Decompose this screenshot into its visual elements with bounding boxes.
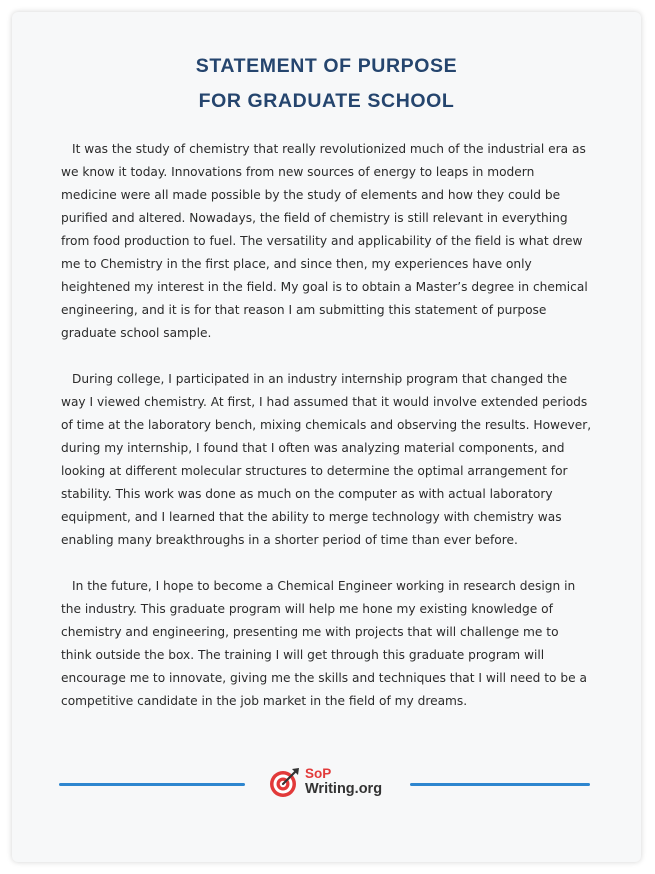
paragraph-1: It was the study of chemistry that really revolutionized much of the industrial era as we know it today. Innovations from new sources of energy to leaps in modern medicine were all made possible by the study of elements and how they could be purified and altered. Nowadays, the field of chemistry is still relevant in everything from food production to fuel. The versatility and applicability of the field is what drew me to Chemistry in the first place, and since then, my experiences have only heightened my interest in the field. My goal is to obtain a Master’s degree in chemical engineering, and it is for that reason I am submitting this statement of purpose graduate school sample. bbox=[61, 142, 588, 340]
paragraph-2: During college, I participated in an industry internship program that changed the way I viewed chemistry. At first, I had assumed that it would involve extended periods of time at the laboratory bench, mixing chemicals and observing the results. However, during my internship, I found that I often was analyzing material components, and looking at different molecular structures to determine the optimal arrangement for stability. This work was done as much on the computer as with actual laboratory equipment, and I learned that the ability to merge technology with chemistry was enabling many breakthroughs in a shorter period of time than ever before. bbox=[61, 372, 592, 547]
logo-sop-text: SoP bbox=[305, 766, 332, 781]
document-page bbox=[12, 12, 641, 862]
paragraph-3: In the future, I hope to become a Chemical Engineer working in research design in the industry. This graduate program will help me hone my existing knowledge of chemistry and engineering, presenting me with projects that will challenge me to think outside the box. The training I will get through this graduate program will encourage me to innovate, giving me the skills and techniques that I will need to be a competitive candidate in the job market in the field of my dreams. bbox=[61, 579, 587, 708]
footer-logo bbox=[268, 765, 398, 801]
document-title-line2: FOR GRADUATE SCHOOL bbox=[198, 90, 455, 112]
document-title-line1: STATEMENT OF PURPOSE bbox=[195, 55, 458, 77]
document-body bbox=[61, 138, 593, 736]
logo-site-text: Writing.org bbox=[305, 781, 383, 797]
footer-rule-right bbox=[410, 783, 590, 786]
footer-rule-left bbox=[59, 783, 245, 786]
target-arrow-icon bbox=[268, 767, 300, 799]
